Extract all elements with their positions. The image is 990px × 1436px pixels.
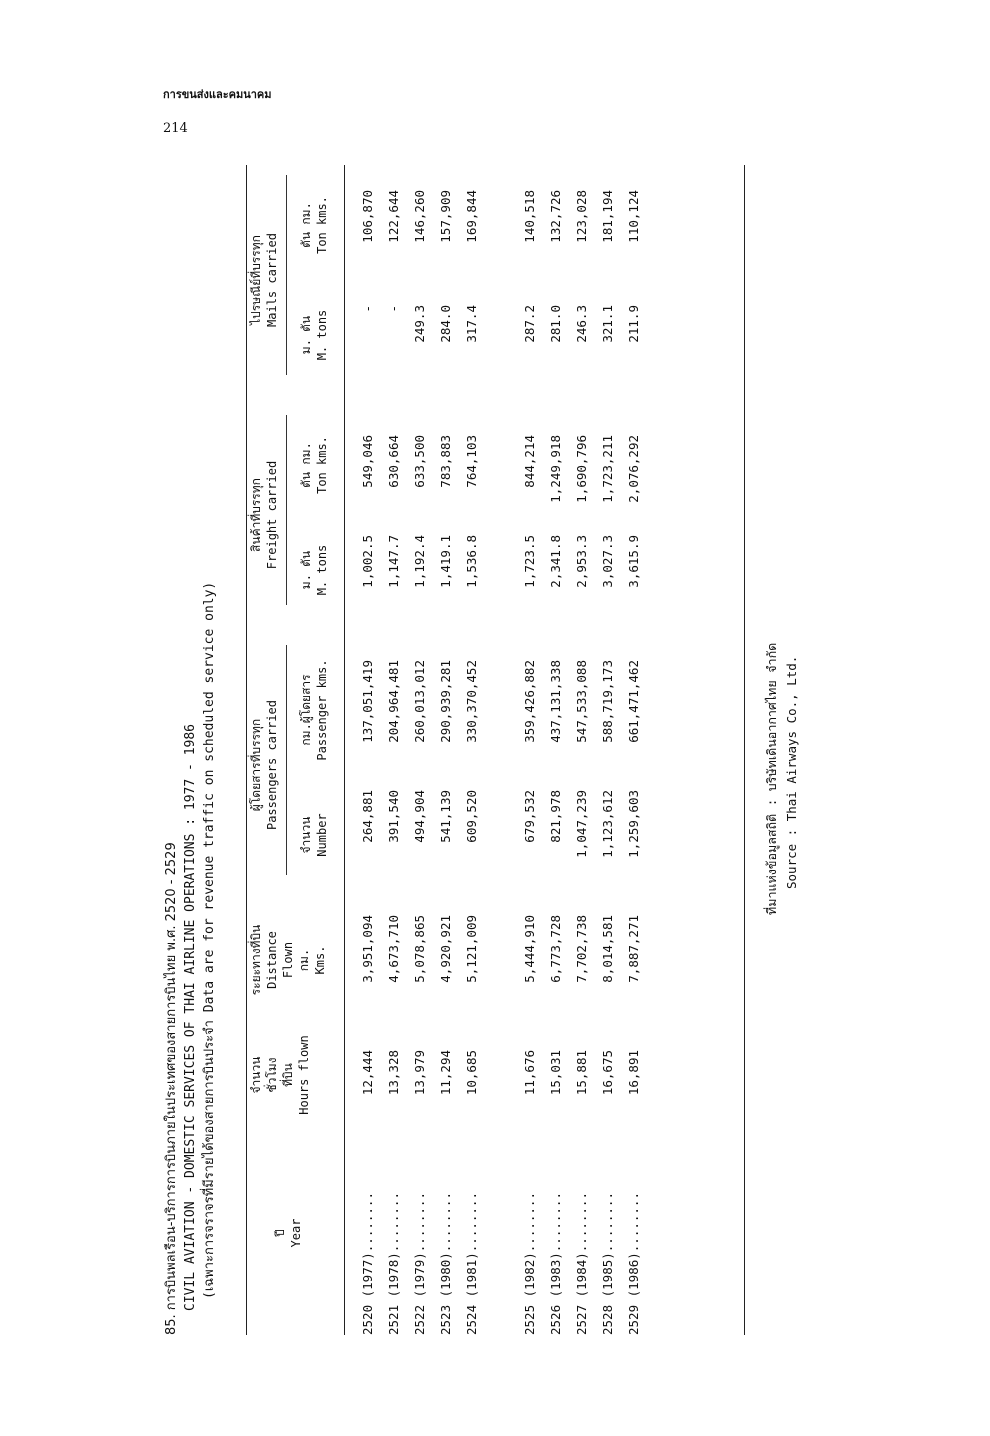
table-row [410, 165, 430, 1335]
cell-freight-tk: 549,046 [360, 435, 375, 488]
cell-year: 2524 (1981)........ [464, 1192, 479, 1335]
col-freight-tonkm: ตัน กม. Ton kms. [299, 436, 329, 494]
cell-pass-num: 609,520 [464, 790, 479, 843]
rotated-table-block [162, 165, 799, 1345]
cell-mail-tk: 140,518 [522, 190, 537, 243]
cell-hours: 16,675 [600, 1050, 615, 1096]
cell-mail-tk: 123,028 [574, 190, 589, 243]
cell-distance: 4,673,710 [386, 915, 401, 983]
header-rule [344, 165, 345, 1335]
cell-pass-num: 1,047,239 [574, 790, 589, 858]
cell-pass-km: 588,719,173 [600, 660, 615, 743]
cell-hours: 15,031 [548, 1050, 563, 1096]
cell-year: 2522 (1979)........ [412, 1192, 427, 1335]
table-row [384, 165, 404, 1335]
cell-freight-t: 1,147.7 [386, 535, 401, 588]
title-english: CIVIL AVIATION - DOMESTIC SERVICES OF THAI AIRLINE OPERATIONS : 1977 - 1986 [183, 724, 198, 1311]
cell-freight-tk: 844,214 [522, 435, 537, 488]
page-number: 214 [163, 121, 188, 136]
cell-pass-km: 330,370,452 [464, 660, 479, 743]
col-pass-number: จำนวน Number [299, 813, 329, 857]
cell-mail-t: 284.0 [438, 305, 453, 343]
cell-hours: 13,979 [412, 1050, 427, 1096]
table-row [546, 165, 566, 1335]
cell-freight-t: 2,953.3 [574, 535, 589, 588]
table-title [162, 582, 219, 1335]
col-mail-tonkm: ตัน กม. Ton kms. [299, 196, 329, 254]
cell-pass-km: 137,051,419 [360, 660, 375, 743]
cell-distance: 8,014,581 [600, 915, 615, 983]
cell-mail-t: 249.3 [412, 305, 427, 343]
cell-year: 2528 (1985)........ [600, 1192, 615, 1335]
cell-mail-tk: 110,124 [626, 190, 641, 243]
table-row [358, 165, 378, 1335]
cell-freight-t: 2,341.8 [548, 535, 563, 588]
cell-hours: 11,294 [438, 1050, 453, 1096]
cell-hours: 10,685 [464, 1050, 479, 1096]
cell-distance: 7,702,738 [574, 915, 589, 983]
cell-pass-num: 264,881 [360, 790, 375, 843]
cell-freight-t: 1,192.4 [412, 535, 427, 588]
cell-year: 2526 (1983)........ [548, 1192, 563, 1335]
cell-hours: 15,881 [574, 1050, 589, 1096]
source-note [762, 643, 802, 915]
cell-mail-t: 246.3 [574, 305, 589, 343]
cell-freight-tk: 783,883 [438, 435, 453, 488]
cell-mail-tk: 169,844 [464, 190, 479, 243]
cell-pass-km: 290,939,281 [438, 660, 453, 743]
table-row [572, 165, 592, 1335]
top-rule [246, 165, 247, 1335]
cell-freight-t: 3,615.9 [626, 535, 641, 588]
col-pass-km: กม.ผู้โดยสาร Passenger kms. [299, 659, 329, 761]
col-mail: ไปรษณีย์ที่บรรทุก Mails carried [249, 233, 279, 327]
cell-mail-tk: 106,870 [360, 190, 375, 243]
cell-mail-t: 287.2 [522, 305, 537, 343]
cell-year: 2527 (1984)........ [574, 1192, 589, 1335]
cell-freight-tk: 1,690,796 [574, 435, 589, 503]
cell-distance: 6,773,728 [548, 915, 563, 983]
cell-mail-tk: 146,260 [412, 190, 427, 243]
cell-pass-num: 679,532 [522, 790, 537, 843]
cell-distance: 4,920,921 [438, 915, 453, 983]
table-row [624, 165, 644, 1335]
cell-pass-km: 661,471,462 [626, 660, 641, 743]
cell-hours: 16,891 [626, 1050, 641, 1096]
cell-freight-t: 1,419.1 [438, 535, 453, 588]
source-thai: ที่มาแห่งข้อมูลสถิติ : บริษัทเดินอากาศไทย จำกัด [764, 642, 779, 915]
cell-mail-t: 317.4 [464, 305, 479, 343]
cell-distance: 7,887,271 [626, 915, 641, 983]
cell-mail-t: - [360, 305, 375, 313]
cell-freight-t: 1,536.8 [464, 535, 479, 588]
cell-pass-km: 437,131,338 [548, 660, 563, 743]
cell-freight-t: 1,723.5 [522, 535, 537, 588]
cell-pass-num: 1,259,603 [626, 790, 641, 858]
cell-freight-tk: 630,664 [386, 435, 401, 488]
cell-pass-km: 260,013,012 [412, 660, 427, 743]
title-note: (เฉพาะการจราจรที่มีรายได้ของสายการบินประจำ Data are for revenue traffic on scheduled service only) [202, 581, 217, 1299]
cell-freight-tk: 764,103 [464, 435, 479, 488]
cell-pass-km: 547,533,088 [574, 660, 589, 743]
cell-freight-tk: 633,500 [412, 435, 427, 488]
cell-mail-tk: 181,194 [600, 190, 615, 243]
col-year: ปี Year [273, 1218, 303, 1248]
cell-pass-num: 1,123,612 [600, 790, 615, 858]
cell-year: 2521 (1978)........ [386, 1192, 401, 1335]
page-header [163, 78, 272, 146]
cell-distance: 5,121,009 [464, 915, 479, 983]
cell-pass-km: 359,426,882 [522, 660, 537, 743]
cell-year: 2525 (1982)........ [522, 1192, 537, 1335]
cell-pass-num: 541,139 [438, 790, 453, 843]
table-row [462, 165, 482, 1335]
bottom-rule [744, 165, 745, 1335]
table-row [436, 165, 456, 1335]
cell-distance: 5,444,910 [522, 915, 537, 983]
source-english: Source : Thai Airways Co., Ltd. [784, 655, 799, 889]
cell-freight-t: 1,002.5 [360, 535, 375, 588]
cell-freight-t: 3,027.3 [600, 535, 615, 588]
cell-pass-num: 494,904 [412, 790, 427, 843]
col-freight-tons: ม. ตัน M. tons [299, 544, 329, 596]
cell-mail-t: 321.1 [600, 305, 615, 343]
cell-pass-num: 391,540 [386, 790, 401, 843]
cell-distance: 5,078,865 [412, 915, 427, 983]
cell-mail-t: 281.0 [548, 305, 563, 343]
col-freight: สินค้าที่บรรทุก Freight carried [249, 460, 279, 570]
cell-distance: 3,951,094 [360, 915, 375, 983]
cell-year: 2520 (1977)........ [360, 1192, 375, 1335]
table-row [520, 165, 540, 1335]
cell-mail-tk: 132,726 [548, 190, 563, 243]
col-passengers: ผู้โดยสารที่บรรทุก Passengers carried [249, 699, 279, 831]
cell-pass-km: 204,964,481 [386, 660, 401, 743]
cell-freight-tk: 1,723,211 [600, 435, 615, 503]
cell-year: 2523 (1980)........ [438, 1192, 453, 1335]
cell-pass-num: 821,978 [548, 790, 563, 843]
cell-year: 2529 (1986)........ [626, 1192, 641, 1335]
col-mail-tons: ม. ตัน M. tons [299, 309, 329, 361]
cell-freight-tk: 1,249,918 [548, 435, 563, 503]
running-title: การขนส่งและคมนาคม [163, 88, 272, 101]
cell-mail-tk: 122,644 [386, 190, 401, 243]
cell-mail-tk: 157,909 [438, 190, 453, 243]
table-row [598, 165, 618, 1335]
title-thai: 85. การบินพลเรือน-บริการการบินภายในประเทศของสายการบินไทย พ.ศ. 2520 - 2529 [164, 842, 179, 1335]
cell-hours: 12,444 [360, 1050, 375, 1096]
col-hours: จำนวน ชั่วโมง ที่บิน Hours flown [249, 1035, 311, 1115]
cell-freight-tk: 2,076,292 [626, 435, 641, 503]
cell-hours: 13,328 [386, 1050, 401, 1096]
col-distance: ระยะทางที่บิน Distance Flown กม. Kms. [249, 924, 327, 996]
cell-hours: 11,676 [522, 1050, 537, 1096]
cell-mail-t: - [386, 305, 401, 313]
cell-mail-t: 211.9 [626, 305, 641, 343]
